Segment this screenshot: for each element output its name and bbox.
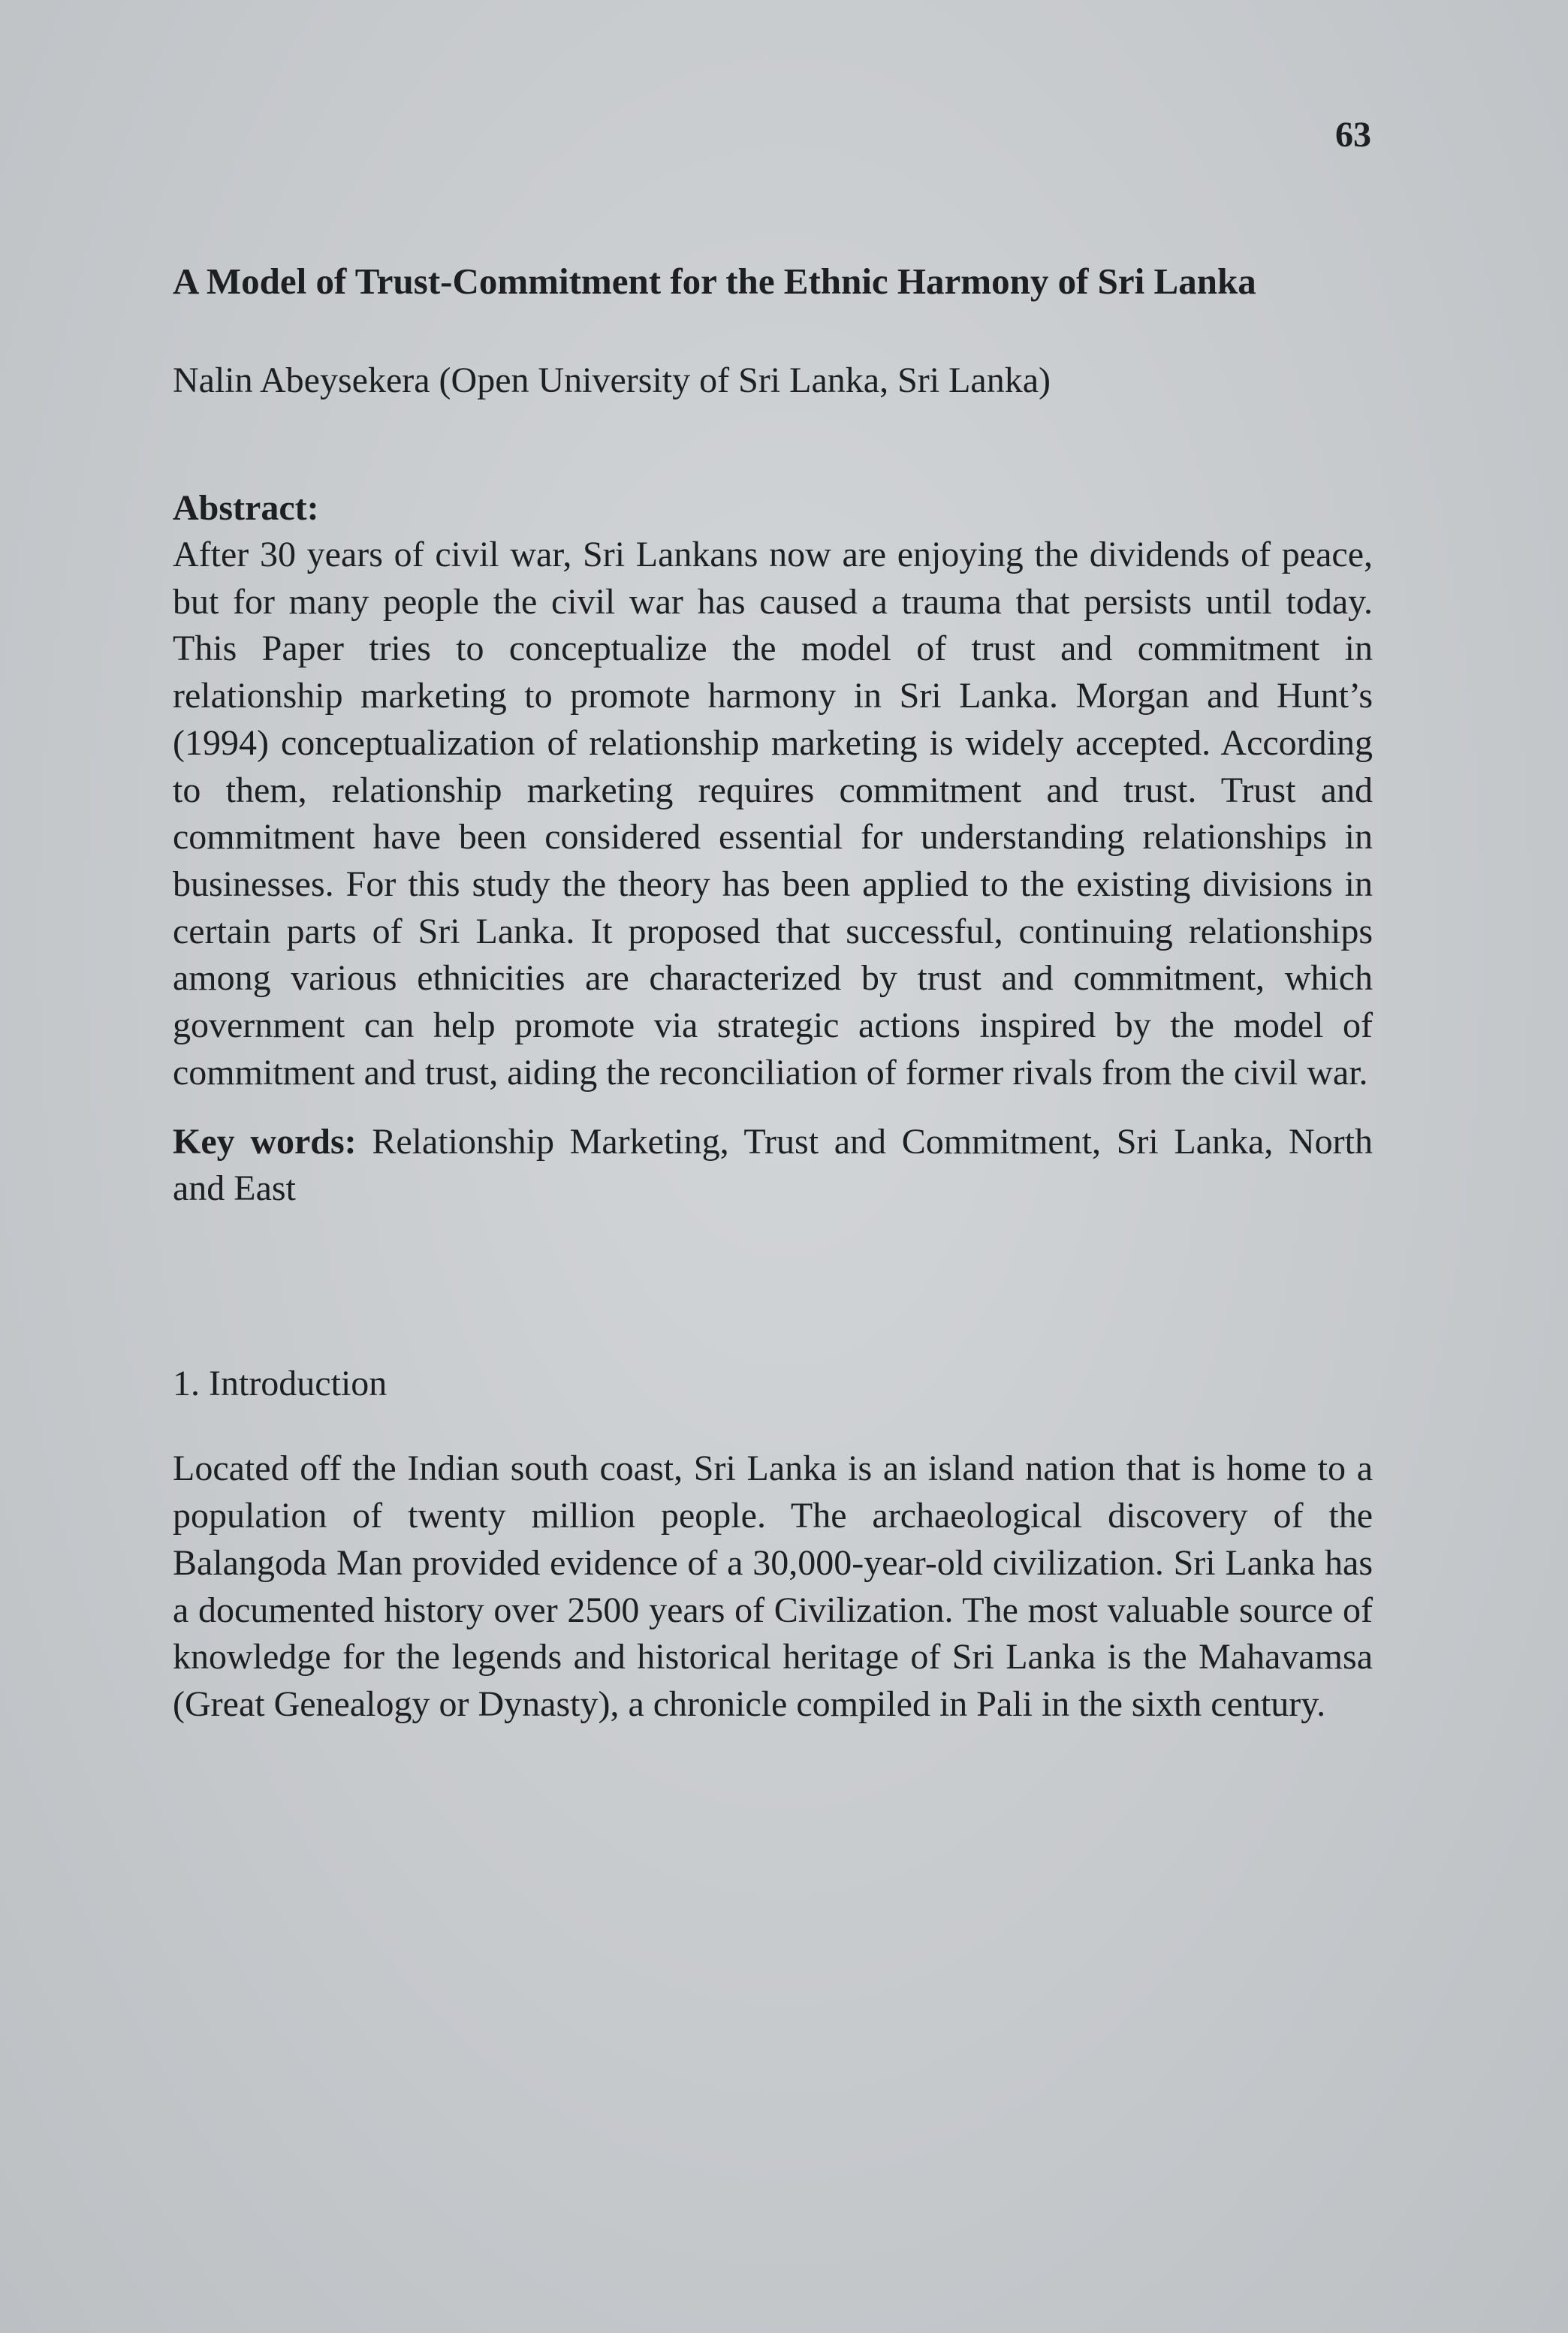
author-line: Nalin Abeysekera (Open University of Sri Lanka, Sri Lanka): [173, 360, 1051, 400]
introduction-text: Located off the Indian south coast, Sri Lanka is an island nation that is home to a population of twenty million people. The archaeological discovery of the Balangoda Man provided evidence of a 30,000-year-old civilization. Sri Lanka has a documented history over 2500 years of Civilization. The most valuable source of knowledge for the legends and historical heritage of Sri Lanka is the Mahavamsa (Great Genealogy or Dynasty), a chronicle compiled in Pali in the sixth century.: [173, 1448, 1373, 1724]
abstract-text: After 30 years of civil war, Sri Lankans now are enjoying the dividends of peace, but for many people the civil war has caused a trauma that persists until today. This Paper tries to conceptualize the model of trust and commitment in relationship marketing to promote harmony in Sri Lanka. Morgan and Hunt’s (1994) conceptualization of relationship marketing is widely accepted. According to them, relationship marketing requires commitment and trust. Trust and commitment have been considered essential for understanding relationships in businesses. For this study the theory has been applied to the existing divisions in certain parts of Sri Lanka. It proposed that successful, continuing relationships among various ethnicities are characterized by trust and commitment, which government can help promote via strategic actions inspired by the model of commitment and trust, aiding the reconciliation of former rivals from the civil war.: [173, 535, 1373, 1093]
keywords-line: [173, 1119, 1373, 1212]
abstract-heading: Abstract:: [173, 488, 319, 528]
keywords-label: Key words:: [173, 1122, 357, 1162]
keywords-text: Relationship Marketing, Trust and Commitment, Sri Lanka, North and East: [173, 1122, 1374, 1209]
page-number: 63: [1335, 115, 1371, 155]
paper-title: A Model of Trust-Commitment for the Ethnic Harmony of Sri Lanka: [173, 261, 1256, 302]
section-heading-introduction: 1. Introduction: [173, 1364, 387, 1404]
paper-content: [173, 255, 1373, 1729]
